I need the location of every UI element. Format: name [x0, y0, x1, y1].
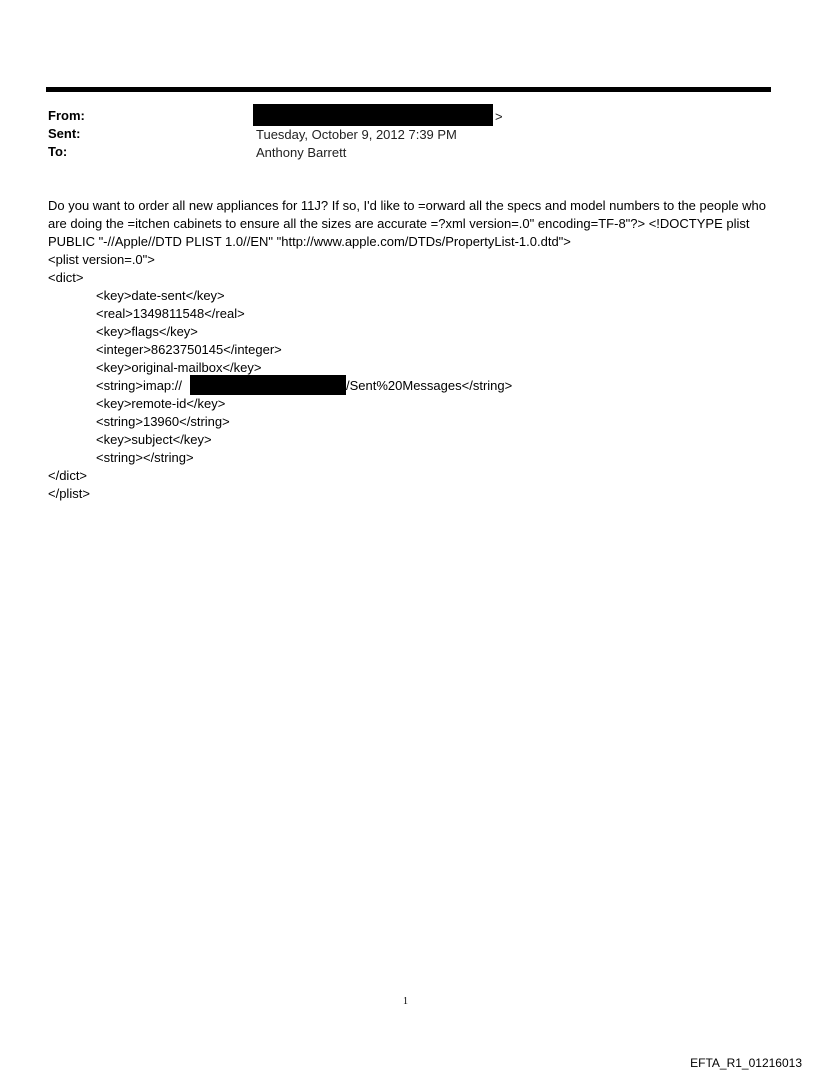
plist-line: <key>flags</key>	[96, 324, 198, 339]
plist-line: <key>date-sent</key>	[96, 288, 225, 303]
from-label: From:	[48, 108, 85, 123]
document-id: EFTA_R1_01216013	[690, 1056, 802, 1070]
plist-close: </plist>	[48, 486, 90, 501]
dict-close: </dict>	[48, 468, 88, 483]
plist-line: <string></string>	[96, 450, 194, 465]
to-value: Anthony Barrett	[256, 145, 347, 160]
plist-line: <key>original-mailbox</key>	[96, 360, 262, 375]
imap-redaction	[190, 375, 346, 395]
plist-line: <real>1349811548</real>	[96, 306, 245, 321]
dict-open: <dict>	[48, 270, 84, 285]
plist-line: <key>subject</key>	[96, 432, 212, 447]
imap-prefix: <string>imap://	[96, 378, 182, 393]
from-suffix: >	[495, 109, 503, 124]
plist-line: <integer>8623750145</integer>	[96, 342, 282, 357]
sent-label: Sent:	[48, 126, 81, 141]
plist-line: <key>remote-id</key>	[96, 396, 226, 411]
from-redaction	[253, 104, 493, 126]
to-label: To:	[48, 144, 68, 159]
header-rule	[46, 87, 771, 92]
plist-line: <string>13960</string>	[96, 414, 230, 429]
message-body: Do you want to order all new appliances for 11J? If so, I'd like to =orward all the specs and model numbers to the people who are doing the =itchen cabinets to ensure all the sizes are accurate =?xml version=.0" encoding=TF-8"?> <!DOCTYPE plist PUBLIC "-//Apple//DTD PLIST 1.0//EN" "http://www.apple.com/DTDs/PropertyList-1.0.dtd">	[48, 198, 767, 249]
page-number: 1	[403, 996, 408, 1007]
plist-open: <plist version=.0">	[48, 252, 155, 267]
sent-value: Tuesday, October 9, 2012 7:39 PM	[256, 127, 457, 142]
imap-suffix: /Sent%20Messages</string>	[346, 378, 513, 393]
